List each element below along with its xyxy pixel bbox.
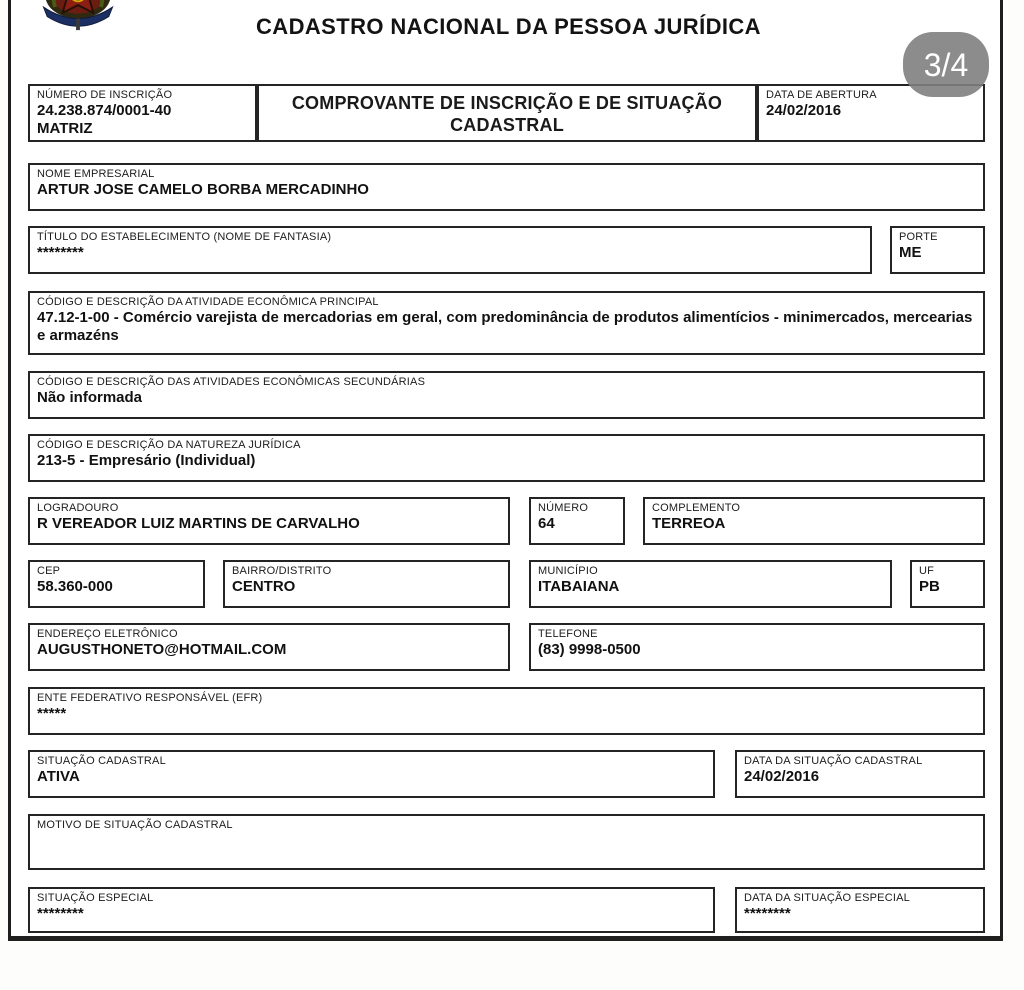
motivo-situacao-label: MOTIVO DE SITUAÇÃO CADASTRAL (37, 819, 233, 831)
complemento-label: COMPLEMENTO (652, 502, 741, 514)
titulo-estabelecimento-value: ******** (37, 244, 84, 261)
municipio-label: MUNICÍPIO (538, 565, 598, 577)
field-efr (28, 687, 985, 735)
numero-inscricao-matriz: MATRIZ (37, 120, 93, 137)
numero-inscricao-label: NÚMERO DE INSCRIÇÃO (37, 89, 173, 101)
uf-value: PB (919, 578, 940, 595)
data-situacao-especial-label: DATA DA SITUAÇÃO ESPECIAL (744, 892, 910, 904)
field-atividades-secundarias (28, 371, 985, 419)
comprovante-line1: COMPROVANTE DE INSCRIÇÃO E DE SITUAÇÃO (291, 92, 723, 113)
field-data-situacao-especial (735, 887, 985, 933)
bairro-value: CENTRO (232, 578, 296, 595)
comprovante-line2: CADASTRAL (450, 114, 564, 135)
field-municipio (529, 560, 892, 608)
field-situacao-especial (28, 887, 715, 933)
document-title: CADASTRO NACIONAL DA PESSOA JURÍDICA (256, 14, 761, 39)
field-situacao-cadastral (28, 750, 715, 798)
field-titulo-estabelecimento (28, 226, 872, 274)
logradouro-value: R VEREADOR LUIZ MARTINS DE CARVALHO (37, 515, 360, 532)
natureza-juridica-label: CÓDIGO E DESCRIÇÃO DA NATUREZA JURÍDICA (37, 439, 301, 451)
data-abertura-value: 24/02/2016 (766, 102, 842, 119)
field-porte (890, 226, 985, 274)
field-complemento (643, 497, 985, 545)
field-telefone (529, 623, 985, 671)
field-uf (910, 560, 985, 608)
numero-value: 64 (538, 515, 555, 532)
situacao-especial-label: SITUAÇÃO ESPECIAL (37, 892, 154, 904)
atividades-secundarias-label: CÓDIGO E DESCRIÇÃO DAS ATIVIDADES ECONÔMICAS SECUNDÁRIAS (37, 376, 426, 388)
endereco-eletronico-value: AUGUSTHONETO@HOTMAIL.COM (37, 641, 287, 658)
atividades-secundarias-value: Não informada (37, 389, 143, 406)
carousel-page-indicator (903, 32, 989, 97)
porte-label: PORTE (899, 231, 938, 243)
field-atividade-principal (28, 291, 985, 355)
field-data-situacao-cadastral (735, 750, 985, 798)
logradouro-label: LOGRADOURO (37, 502, 119, 514)
field-endereco-eletronico (28, 623, 510, 671)
titulo-estabelecimento-label: TÍTULO DO ESTABELECIMENTO (NOME DE FANTASIA) (37, 231, 332, 243)
field-numero (529, 497, 625, 545)
porte-value: ME (899, 244, 922, 261)
field-natureza-juridica (28, 434, 985, 482)
endereco-eletronico-label: ENDEREÇO ELETRÔNICO (37, 628, 178, 640)
bairro-label: BAIRRO/DISTRITO (232, 565, 332, 577)
efr-label: ENTE FEDERATIVO RESPONSÁVEL (EFR) (37, 692, 263, 704)
efr-value: ***** (37, 705, 67, 722)
field-motivo-situacao (28, 814, 985, 870)
situacao-cadastral-value: ATIVA (37, 768, 80, 785)
municipio-value: ITABAIANA (538, 578, 620, 595)
cnpj-document (8, 0, 1003, 941)
page-indicator-text: 3/4 (923, 46, 969, 83)
field-cep (28, 560, 205, 608)
field-logradouro (28, 497, 510, 545)
telefone-label: TELEFONE (538, 628, 598, 640)
complemento-value: TERREOA (652, 515, 726, 532)
nome-empresarial-value: ARTUR JOSE CAMELO BORBA MERCADINHO (37, 181, 369, 198)
situacao-especial-value: ******** (37, 905, 84, 922)
uf-label: UF (919, 565, 935, 577)
data-situacao-cadastral-label: DATA DA SITUAÇÃO CADASTRAL (744, 755, 923, 767)
nome-empresarial-label: NOME EMPRESARIAL (37, 168, 155, 180)
cep-value: 58.360-000 (37, 578, 113, 595)
field-comprovante-heading (257, 84, 757, 142)
field-numero-inscricao (28, 84, 257, 142)
field-bairro (223, 560, 510, 608)
field-nome-empresarial (28, 163, 985, 211)
situacao-cadastral-label: SITUAÇÃO CADASTRAL (37, 755, 166, 767)
natureza-juridica-value: 213-5 - Empresário (Individual) (37, 452, 256, 469)
atividade-principal-label: CÓDIGO E DESCRIÇÃO DA ATIVIDADE ECONÔMICA PRINCIPAL (37, 296, 379, 308)
data-abertura-label: DATA DE ABERTURA (766, 89, 877, 101)
data-situacao-especial-value: ******** (744, 905, 791, 922)
atividade-principal-value: 47.12-1-00 - Comércio varejista de mercadorias em geral, com predominância de produtos alimentícios - minimercados, mercearias e armazéns (37, 309, 973, 344)
data-situacao-cadastral-value: 24/02/2016 (744, 768, 820, 785)
numero-label: NÚMERO (538, 502, 589, 514)
telefone-value: (83) 9998-0500 (538, 641, 641, 658)
numero-inscricao-value: 24.238.874/0001-40 (37, 102, 172, 119)
cep-label: CEP (37, 565, 61, 577)
